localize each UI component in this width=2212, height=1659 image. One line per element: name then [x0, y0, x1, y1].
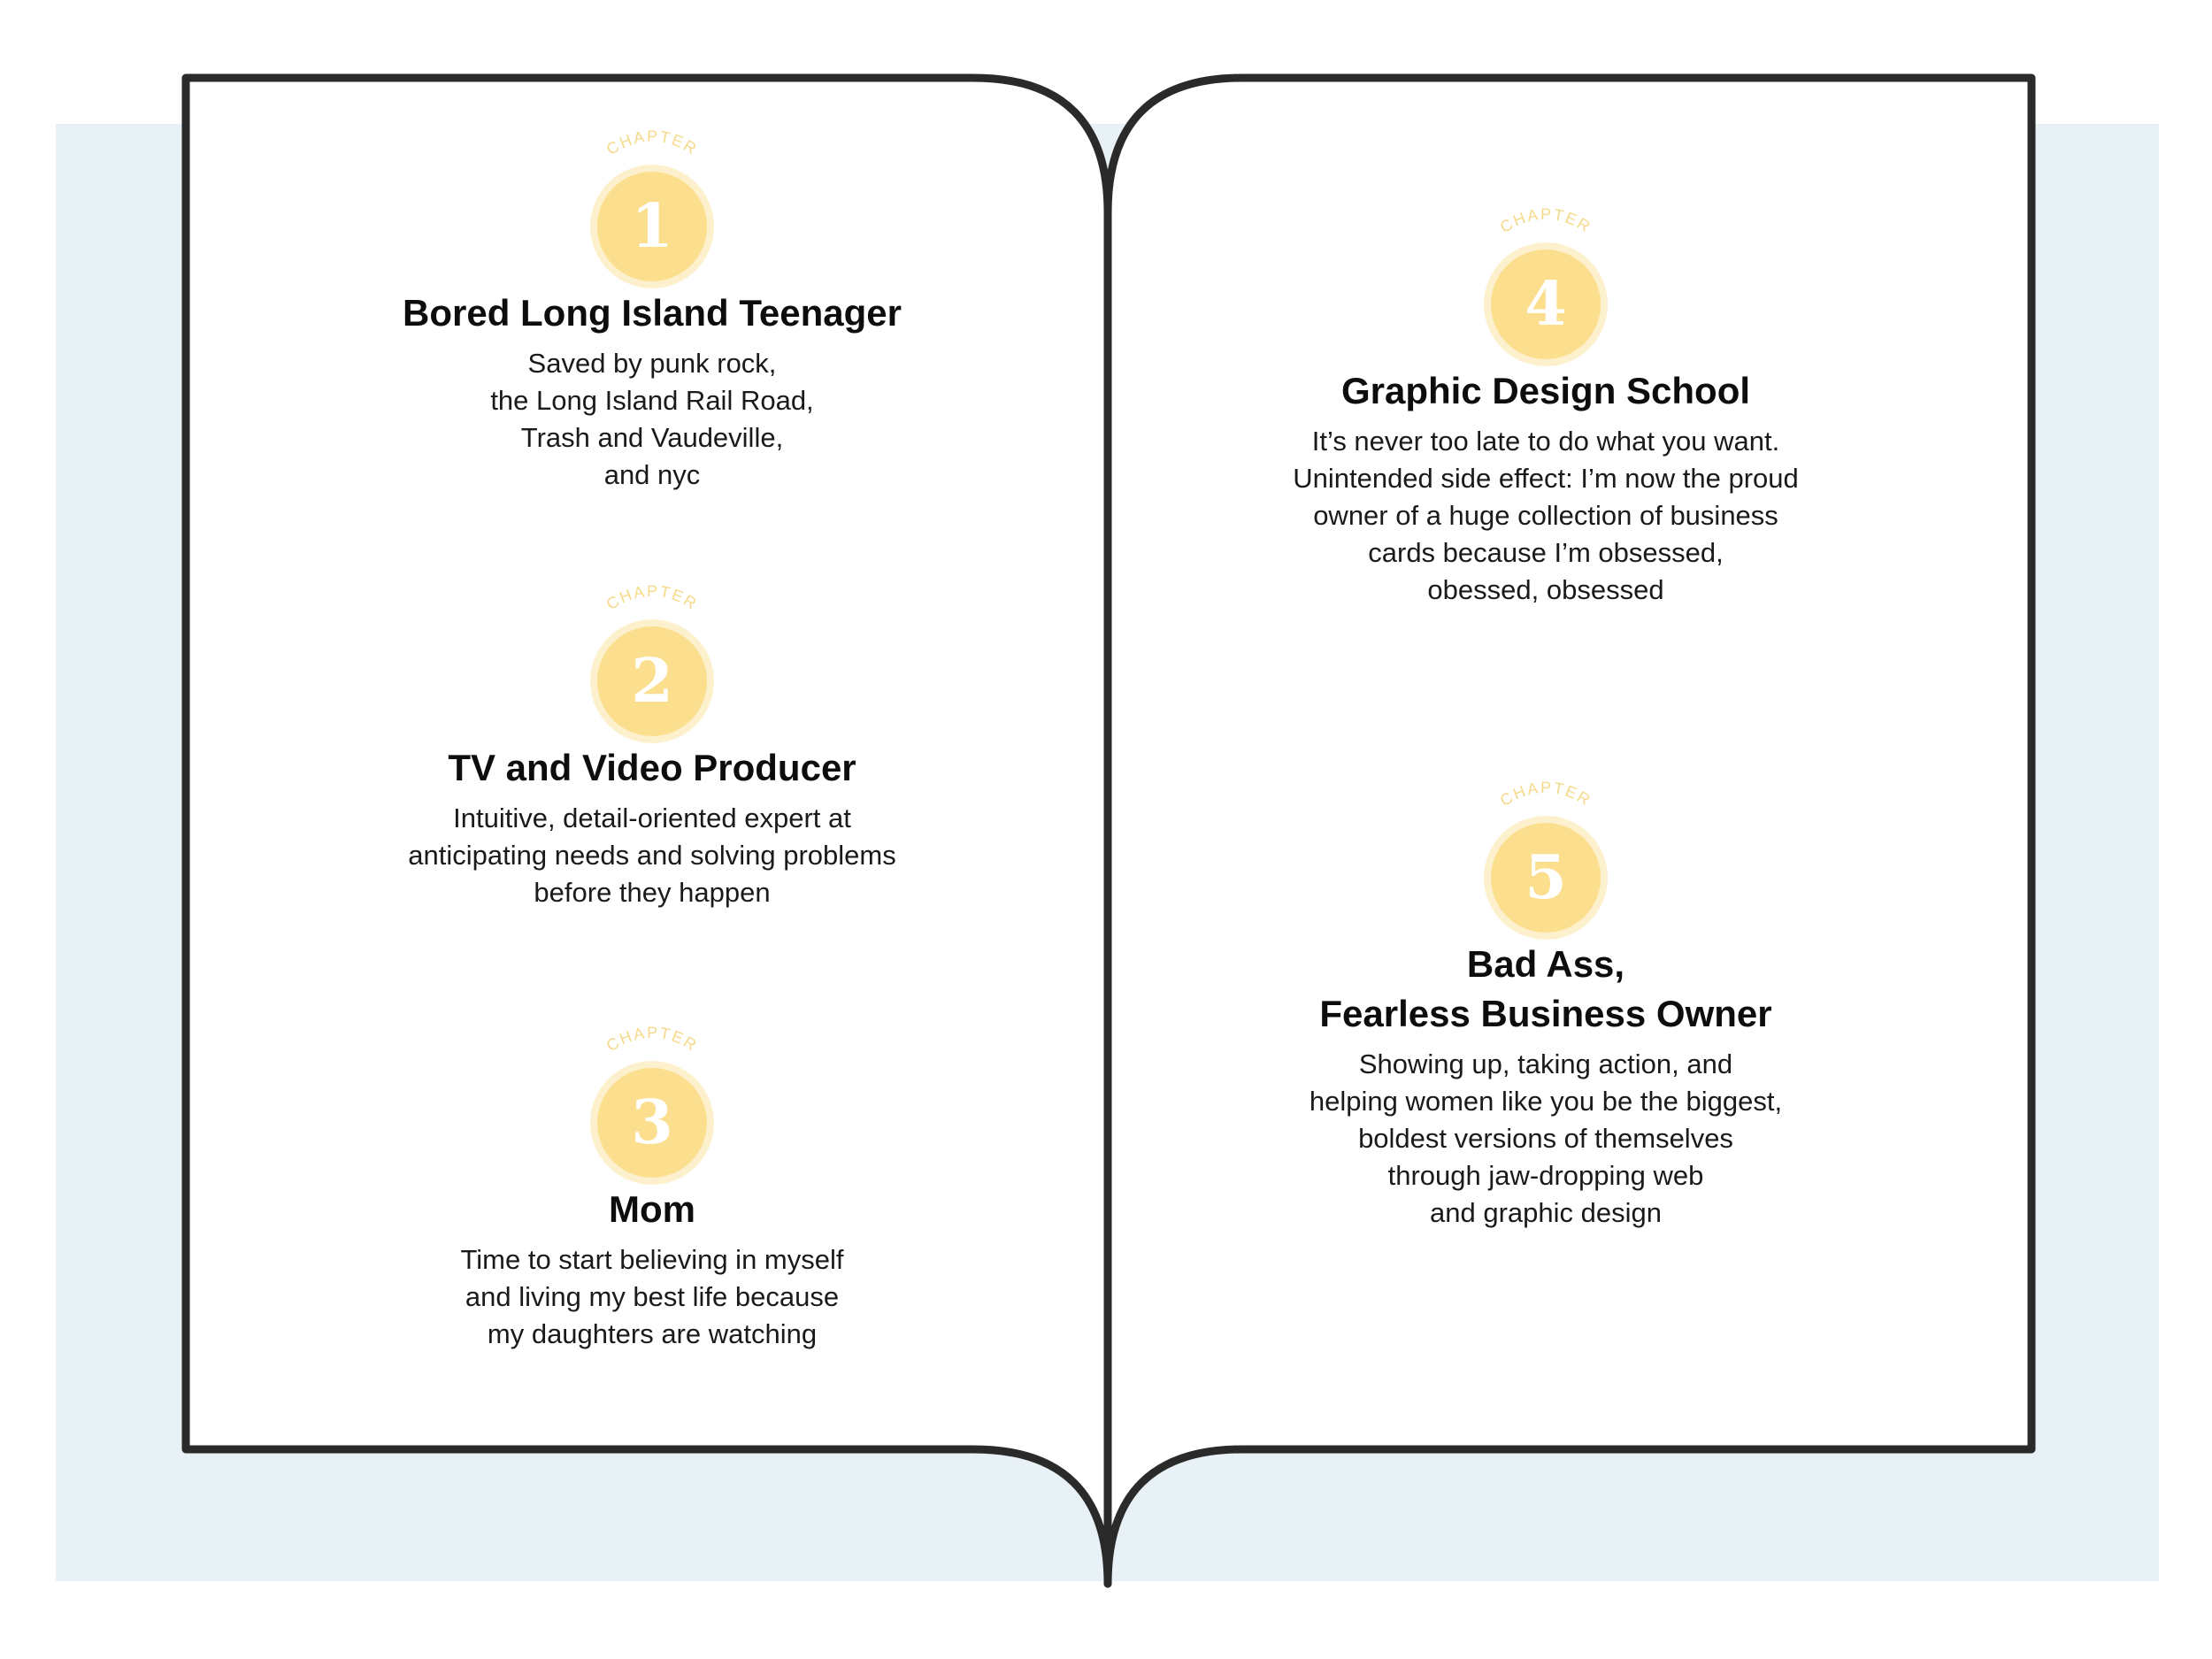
chapter-number: 3: [631, 1087, 673, 1158]
chapter-3: [342, 1023, 962, 1353]
chapter-description: Showing up, taking action, and helping women like you be the biggest, boldest versions of themselves through jaw-dropping web and graphic design: [1309, 1048, 1783, 1228]
chapter-2: [342, 581, 962, 911]
chapter-badge: [1471, 778, 1621, 934]
chapter-description: It’s never too late to do what you want. Unintended side effect: I’m now the proud owner of a huge collection of business cards because I’m obsessed, obessed, obsessed: [1293, 426, 1799, 605]
chapter-title: Mom: [609, 1188, 695, 1230]
chapter-word: CHAPTER: [603, 127, 702, 159]
chapter-title: Bad Ass, Fearless Business Owner: [1319, 943, 1772, 1034]
chapter-word: CHAPTER: [1496, 204, 1595, 237]
chapter-number: 2: [631, 646, 673, 717]
chapter-badge: [1471, 204, 1621, 361]
chapter-description: Time to start believing in myself and living my best life because my daughters are watching: [460, 1244, 844, 1349]
chapter-5: [1236, 778, 1855, 1232]
chapter-number: 1: [631, 191, 673, 262]
chapter-description: Intuitive, detail-oriented expert at anticipating needs and solving problems before they happen: [408, 803, 896, 908]
chapter-badge: [577, 1023, 727, 1179]
chapter-4: [1236, 204, 1855, 609]
chapter-description: Saved by punk rock, the Long Island Rail Road, Trash and Vaudeville, and nyc: [490, 348, 814, 490]
chapter-number: 4: [1525, 269, 1567, 340]
chapter-title: Graphic Design School: [1340, 370, 1751, 411]
chapter-word: CHAPTER: [1496, 778, 1595, 810]
chapter-word: CHAPTER: [603, 1023, 702, 1056]
chapter-number: 5: [1525, 842, 1567, 913]
chapter-badge: [577, 127, 727, 283]
chapter-1: [342, 127, 962, 494]
chapter-title: TV and Video Producer: [448, 747, 856, 788]
chapter-title: Bored Long Island Teenager: [403, 292, 902, 334]
chapter-badge: [577, 581, 727, 738]
chapter-word: CHAPTER: [603, 581, 702, 614]
